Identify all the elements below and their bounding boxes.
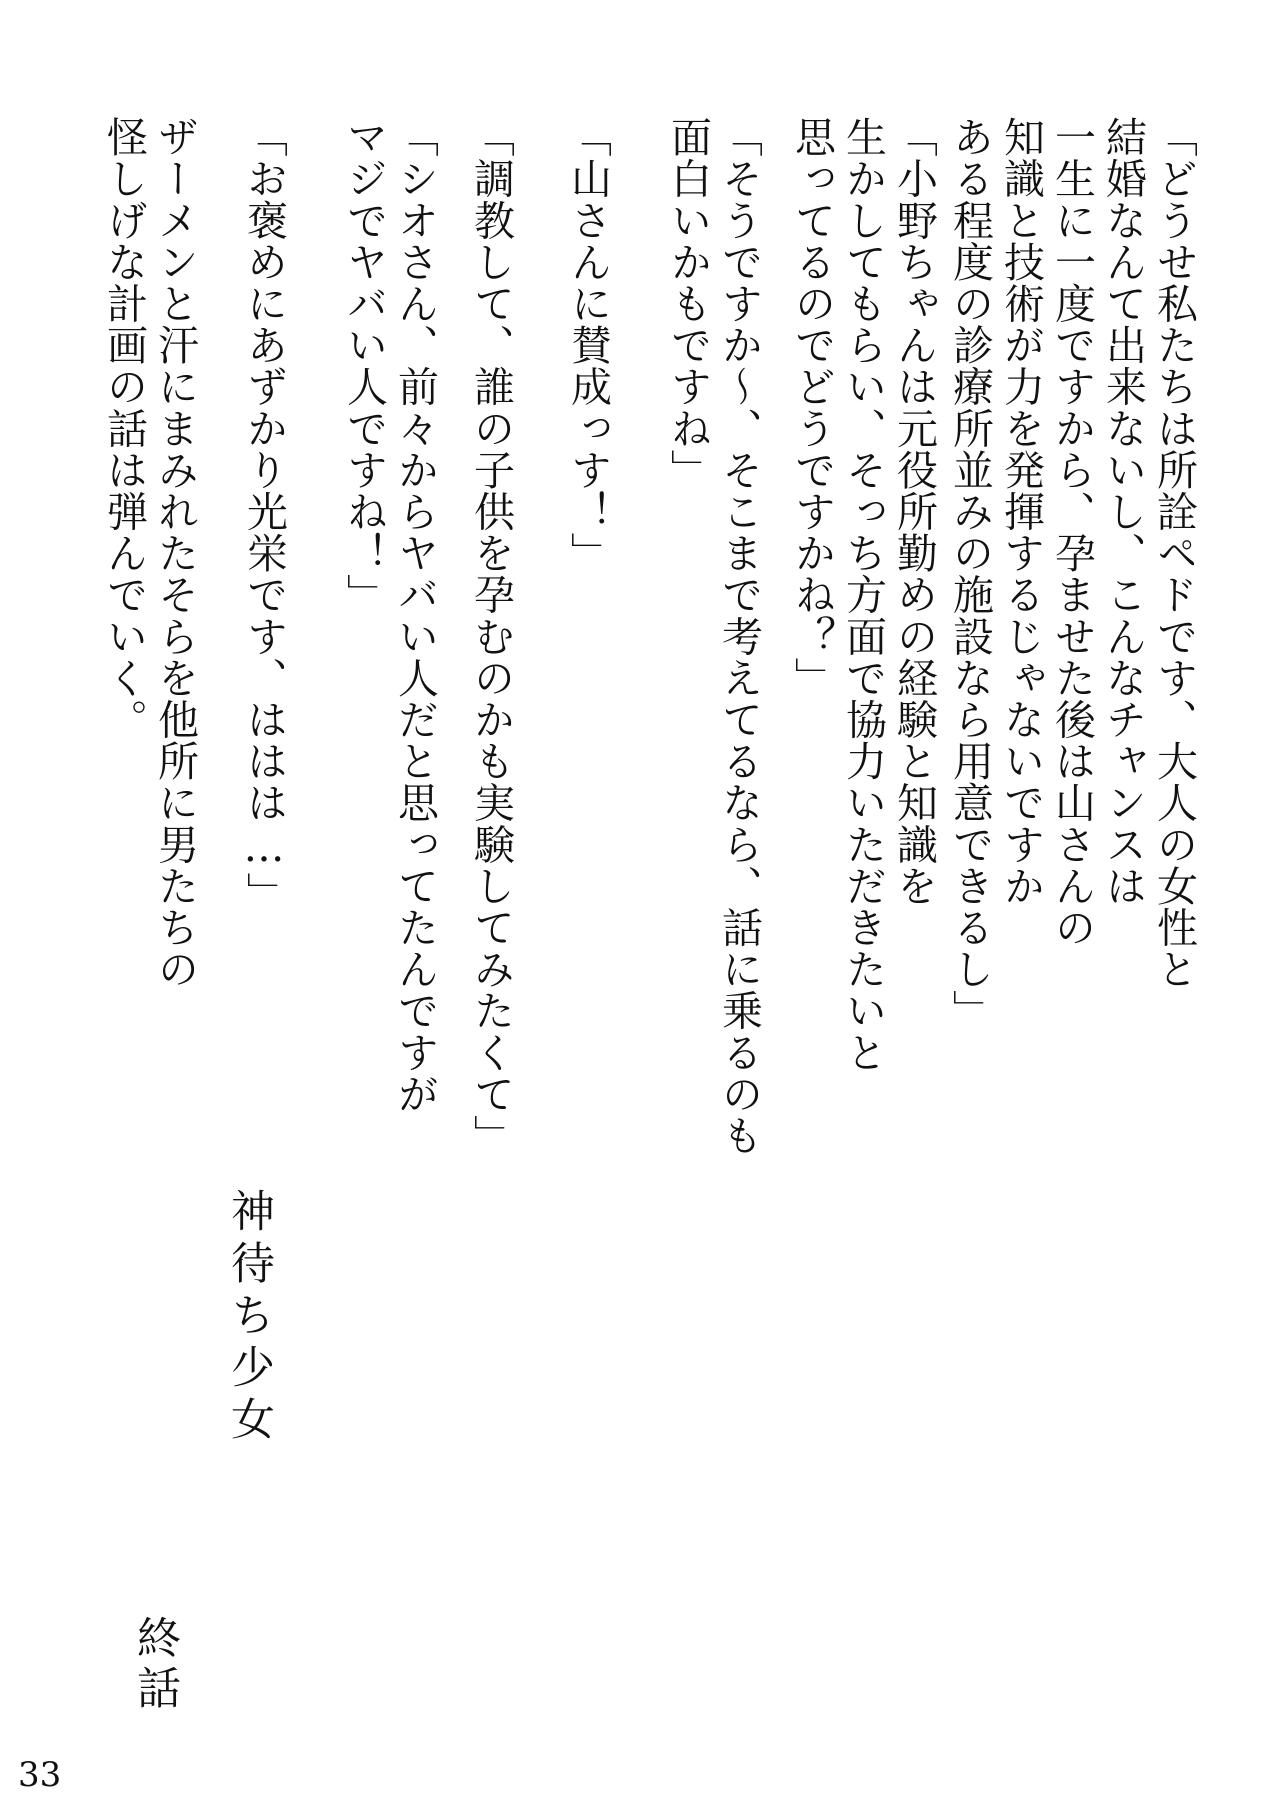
paragraph-4: [562, 116, 613, 574]
paragraph-1: [944, 116, 1199, 1031]
text-line: 「どうせ私たちは所詮ペドです、大人の女性と: [1150, 116, 1198, 990]
text-line: 思ってるのでどうですかね？」: [788, 116, 836, 699]
text-line: 「シオさん、前々からヤバい人だと思ってたんですが: [391, 116, 439, 1115]
text-line: 「山さんに賛成っす！」: [564, 116, 612, 574]
paragraph-5: [465, 116, 516, 1156]
text-line: 「調教して、誰の子供を孕むのかも実験してみたくて」: [467, 116, 515, 1156]
text-line: ザーメンと汗にまみれたそらを他所に男たちの: [151, 116, 199, 990]
text-line: 「お褒めにあずかり光栄です、ははは…」: [240, 116, 288, 914]
ending-mark: 終話: [129, 1615, 180, 1715]
text-line: 知識と技術が力を発揮するじゃないですか: [997, 116, 1045, 907]
paragraph-2: [786, 116, 939, 1073]
text-line: マジでヤバい人ですね！」: [340, 116, 388, 616]
paragraph-3: [662, 116, 764, 1156]
paragraph-8: [98, 116, 200, 990]
text-line: 怪しげな計画の話は弾んでいく。: [100, 116, 148, 740]
text-line: 面白いかもですね」: [664, 116, 712, 491]
text-line: ある程度の診療所並みの施設なら用意できるし」: [946, 116, 994, 1032]
text-line: 生かしてもらい、そっち方面で協力いただきたいと: [839, 116, 887, 1073]
text-line: 一生に一度ですから、孕ませた後は山さんの: [1048, 116, 1096, 948]
signature-title: 神待ち少女: [223, 1188, 274, 1448]
page-number: 33: [18, 1755, 62, 1795]
text-line: 「小野ちゃんは元役所勤めの経験と知識を: [890, 116, 938, 907]
paragraph-7: [238, 116, 289, 913]
paragraph-6: [338, 116, 440, 1114]
text-line: 結婚なんて出来ないし、こんなチャンスは: [1099, 116, 1147, 907]
text-line: 「そうですか～、そこまで考えてるなら、話に乗るのも: [715, 116, 763, 1156]
